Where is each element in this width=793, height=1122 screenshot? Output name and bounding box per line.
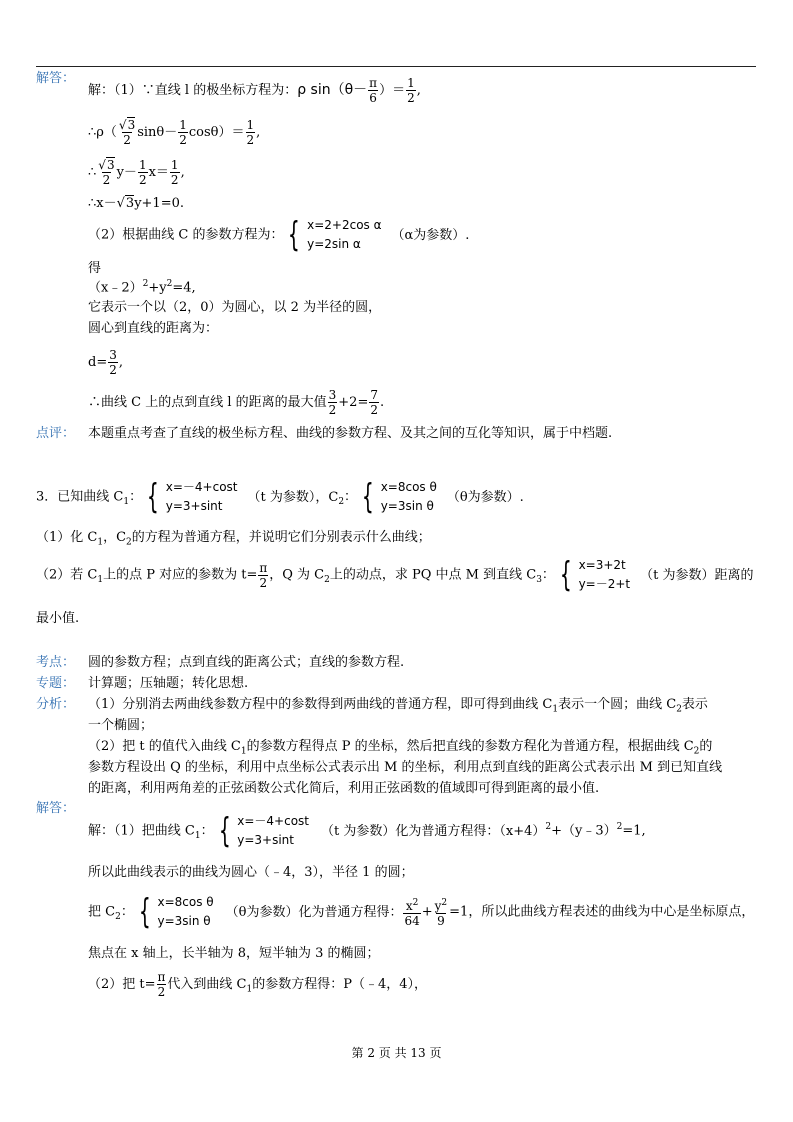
text: d= xyxy=(88,355,108,370)
fraction: $\frac{√3}{2}$ xyxy=(118,118,136,147)
points-label: 考点： xyxy=(36,655,76,670)
text: 1 xyxy=(552,704,559,715)
text: 2 xyxy=(407,91,415,105)
text: ∴x－ xyxy=(88,196,117,211)
text: 1 xyxy=(97,575,104,586)
text: , xyxy=(118,355,123,370)
text: ∴ρ（ xyxy=(88,125,117,140)
text: 3 xyxy=(536,575,542,586)
text: 64 xyxy=(404,914,420,928)
text: y=2sin α xyxy=(307,237,361,251)
text: y=3sin θ xyxy=(157,914,211,928)
text: ρ sin（θ－ xyxy=(297,82,368,98)
text: （2）把 t= xyxy=(88,977,156,992)
analysis-line1 xyxy=(88,698,708,715)
equation-system: { x=3+2t y=－2+t xyxy=(559,555,631,595)
text: x＝ xyxy=(148,165,169,180)
sol3-line1 xyxy=(88,812,646,850)
text: 7 xyxy=(370,388,378,402)
text: （α为参数）. xyxy=(391,227,470,243)
text: 的 xyxy=(699,739,713,754)
equation-system: { x=－4+cost y=3+sint xyxy=(218,811,309,851)
text: sinθ－ xyxy=(137,125,178,140)
text: +y xyxy=(148,280,167,296)
text: y=－2+t xyxy=(578,577,631,591)
sol3-line4: 焦点在 x 轴上，长半轴为 8，短半轴为 3 的椭圆； xyxy=(88,946,380,961)
text: 1 xyxy=(246,118,255,132)
text: 2 xyxy=(676,704,682,715)
fraction: $\frac{√3}{2}$ xyxy=(98,158,115,187)
text: 2 xyxy=(545,822,552,833)
text: . xyxy=(379,395,385,410)
text: y=3+sint xyxy=(165,499,223,513)
answer-label-2: 解答： xyxy=(36,801,76,816)
equation-system: { x=8cos θ y=3sin θ xyxy=(138,892,214,932)
text: x=2+2cos α xyxy=(307,218,382,232)
text: 2 xyxy=(166,279,173,289)
topic-label: 专题： xyxy=(36,676,76,691)
text: 表示 xyxy=(681,697,708,712)
text: cosθ）＝ xyxy=(188,125,245,140)
fraction xyxy=(328,388,338,417)
text: 3．已知曲线 C xyxy=(36,489,124,505)
fraction xyxy=(138,158,148,187)
sol2-line9: 圆心到直线的距离为： xyxy=(88,321,219,336)
analysis-label: 分析： xyxy=(36,697,76,712)
text: 的方程为普通方程，并说明它们分别表示什么曲线； xyxy=(131,530,431,545)
fraction xyxy=(434,896,449,928)
text: ，C xyxy=(103,530,127,545)
text: , xyxy=(416,83,421,98)
text: 的参数方程得点 P 的坐标，然后把直线的参数方程化为普通方程，根据曲线 C xyxy=(246,739,694,754)
text: （1）化 C xyxy=(36,530,98,545)
text: π xyxy=(157,970,166,984)
fraction xyxy=(406,76,416,105)
text: ： xyxy=(541,567,555,583)
text: x=8cos θ xyxy=(157,895,214,909)
text: 3 xyxy=(106,158,115,172)
text: x=－4+cost xyxy=(165,480,238,494)
text: （x﹣2） xyxy=(88,280,143,296)
text: =1，所以此曲线方程表述的曲线为中心是坐标原点， xyxy=(449,904,755,920)
sol2-line10 xyxy=(88,348,123,377)
text: （1）分别消去两曲线参数方程中的参数得到两曲线的普通方程，即可得到曲线 C xyxy=(88,697,553,712)
text: 上的动点，求 PQ 中点 M 到直线 C xyxy=(329,567,537,583)
fraction xyxy=(170,158,180,187)
sol2-line3 xyxy=(88,158,185,187)
text: x xyxy=(405,899,413,913)
text: x=3+2t xyxy=(578,558,626,572)
text: 2 xyxy=(328,403,337,417)
text: （2）若 C xyxy=(36,567,98,583)
text: 2 xyxy=(102,173,111,187)
q3-line4: 最小值. xyxy=(36,611,80,626)
sol2-line7 xyxy=(88,280,196,296)
q3-line3 xyxy=(36,556,754,594)
text: 2 xyxy=(142,279,149,289)
text: 2 xyxy=(157,985,166,999)
text: 的参数方程得：P（﹣4，4）， xyxy=(252,977,428,992)
text: y xyxy=(434,899,442,913)
text: ： xyxy=(344,489,358,505)
text: x=8cos θ xyxy=(380,480,437,494)
analysis-line4: 参数方程设出 Q 的坐标，利用中点坐标公式表示出 M 的坐标，利用点到直线的距离公式表示出 M 到已知直线 xyxy=(88,760,723,775)
sol2-line1 xyxy=(88,76,421,105)
text: 9 xyxy=(437,914,445,928)
text: ： xyxy=(120,904,134,920)
sol3-line3: 把 $C_2$： { x=8cos θ y=3sin θ （θ为参数）化为普通方程得： $\frac{x^2}{64}$ + $\frac{y^2}{9}$ =1，所以此曲线方程表述的曲线为中心是坐标原点， xyxy=(88,892,755,932)
page-footer: 第 2 页 共 13 页 xyxy=(351,1046,442,1060)
text: 3 xyxy=(328,388,337,402)
text: y+1=0. xyxy=(134,196,184,211)
fraction xyxy=(108,348,118,377)
text: ： xyxy=(200,823,214,839)
text: +2= xyxy=(338,395,369,410)
q3-line2 xyxy=(36,531,431,548)
text: ，Q 为 C xyxy=(269,567,325,583)
fraction xyxy=(368,76,378,105)
text: 1 xyxy=(194,831,201,842)
text: 2 xyxy=(123,133,131,147)
text: 1 xyxy=(240,746,247,757)
analysis-line2: 一个椭圆； xyxy=(88,718,154,733)
sol2-line8: 它表示一个以（2，0）为圆心，以 2 为半径的圆， xyxy=(88,300,382,315)
text: =1, xyxy=(622,823,646,839)
text: 2 xyxy=(246,133,255,147)
text: 2 xyxy=(109,363,117,377)
comment-label: 点评： xyxy=(36,426,76,441)
text: 表示一个圆；曲线 C xyxy=(558,697,677,712)
text: y=3+sint xyxy=(237,833,294,847)
text: +（y﹣3） xyxy=(551,823,617,839)
text: 6 xyxy=(369,91,377,105)
fraction xyxy=(178,118,188,147)
text: 2 xyxy=(126,537,132,548)
text: y－ xyxy=(116,165,137,180)
equation-system: { x=－4+cost y=3+sint xyxy=(146,477,238,517)
fraction xyxy=(246,118,256,147)
sol2-line5 xyxy=(88,216,469,254)
text: （t 为参数），C xyxy=(247,489,339,505)
text: 解：（1）∵直线 l 的极坐标方程为： xyxy=(88,83,298,98)
text: y=3sin θ xyxy=(380,499,434,513)
sol2-line6: 得 xyxy=(88,261,102,276)
text: 1 xyxy=(97,537,104,548)
topic-text: 计算题；压轴题；转化思想. xyxy=(88,676,249,691)
equation-system: { x=2+2cos α y=2sin α xyxy=(288,215,382,255)
text: 2 xyxy=(370,403,378,417)
points-text: 圆的参数方程；点到直线的距离公式；直线的参数方程. xyxy=(88,655,405,670)
text: , xyxy=(180,165,185,180)
text: 2 xyxy=(616,822,623,833)
answer-label: 解答： xyxy=(36,71,76,86)
text: π xyxy=(259,560,268,575)
text: 3 xyxy=(125,196,135,211)
text: ∴ xyxy=(88,165,97,180)
text: （t 为参数）距离的 xyxy=(640,567,754,583)
sol2-comment: 本题重点考查了直线的极坐标方程、曲线的参数方程、及其之间的互化等知识，属于中档题. xyxy=(88,426,613,441)
text: 解：（1）把曲线 C xyxy=(88,823,195,839)
text: 上的点 P 对应的参数为 t= xyxy=(103,567,258,583)
text: 2 xyxy=(259,575,268,590)
top-rule xyxy=(36,66,756,67)
fraction xyxy=(369,388,379,417)
text: =4, xyxy=(172,280,196,296)
text: （t 为参数）化为普通方程得：（x+4） xyxy=(321,823,546,839)
text: ∴曲线 C 上的点到直线 l 的距离的最大值 xyxy=(88,395,327,410)
text: 2 xyxy=(338,497,345,508)
text: 1 xyxy=(179,118,187,132)
text: ）＝ xyxy=(379,83,406,98)
text: π xyxy=(369,76,378,90)
fraction xyxy=(403,896,420,928)
text: 3 xyxy=(127,118,136,132)
text: 2 xyxy=(412,898,419,908)
q3-line1 xyxy=(36,478,524,516)
text: 1 xyxy=(246,984,253,995)
text: 2 xyxy=(693,746,700,757)
text: 2 xyxy=(324,575,330,586)
text: 2 xyxy=(179,133,187,147)
text: 2 xyxy=(441,898,448,908)
sol2-line2 xyxy=(88,118,260,147)
text: 1 xyxy=(123,497,130,508)
text: 3 xyxy=(109,348,117,362)
text: 1 xyxy=(407,76,415,90)
text: ： xyxy=(129,489,143,505)
equation-system: { x=8cos θ y=3sin θ xyxy=(361,477,437,517)
text: 1 xyxy=(170,158,179,172)
text: （θ为参数）化为普通方程得： xyxy=(225,904,403,920)
sol3-line5 xyxy=(88,970,427,999)
text: 代入到曲线 C xyxy=(167,977,247,992)
sol3-line2: 所以此曲线表示的曲线为圆心（﹣4，3），半径 1 的圆； xyxy=(88,865,414,880)
sol2-line11 xyxy=(88,388,384,417)
text: 把 C xyxy=(88,904,116,920)
fraction xyxy=(258,561,268,590)
text: （θ为参数）. xyxy=(446,489,524,505)
text: x=－4+cost xyxy=(237,814,309,828)
text: （2）把 t 的值代入曲线 C xyxy=(88,739,241,754)
text: 2 xyxy=(115,912,121,923)
text: （2）根据曲线 C 的参数方程为： xyxy=(88,227,284,243)
analysis-line5: 的距离，利用两角差的正弦函数公式化简后，利用正弦函数的值域即可得到距离的最小值. xyxy=(88,781,600,796)
text: , xyxy=(256,125,261,140)
analysis-line3 xyxy=(88,740,712,757)
text: 2 xyxy=(170,173,179,187)
fraction xyxy=(157,970,167,999)
text: 1 xyxy=(138,158,147,172)
sol2-line4: ∴x－√3y+1=0. xyxy=(88,196,184,211)
text: 2 xyxy=(138,173,147,187)
